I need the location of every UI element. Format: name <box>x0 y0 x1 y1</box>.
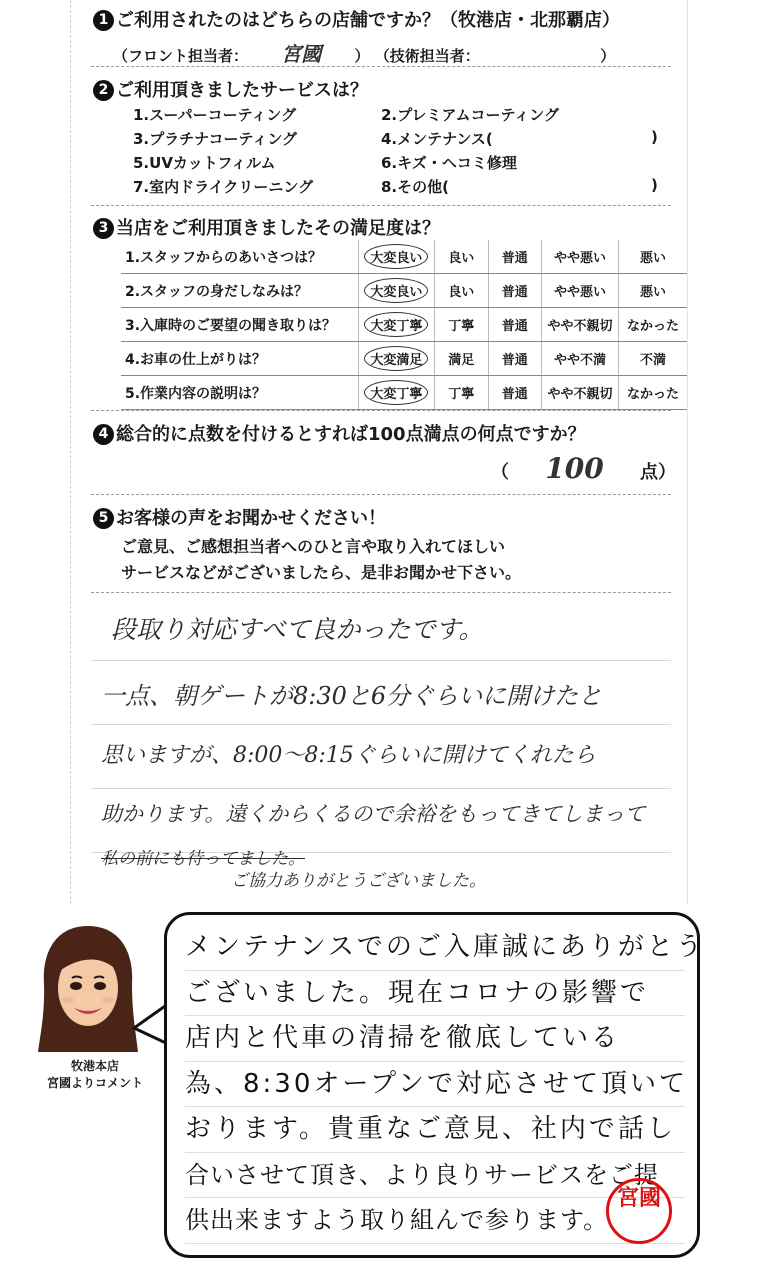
service-item: 7.室内ドライクリーニング <box>133 178 314 196</box>
rating-option: なかった <box>618 376 687 410</box>
comment-line: 助かります。遠くからくるので余裕をもってきてしまって <box>101 802 646 826</box>
rating-option: やや不親切 <box>542 376 619 410</box>
service-item: 6.キズ・ヘコミ修理 <box>381 154 517 172</box>
tech-staff-label: （技術担当者： <box>374 47 480 65</box>
rating-option: 不満 <box>618 342 687 376</box>
rating-option: 普通 <box>488 240 542 274</box>
service-close-paren: ) <box>651 128 658 146</box>
table-row <box>121 342 687 376</box>
rating-option: やや不満 <box>542 342 619 376</box>
q1-question: ご利用されたのはどちらの店舗ですか？（牧港店・北那覇店） <box>116 10 620 31</box>
staff-avatar <box>36 922 140 1054</box>
rating-option: 良い <box>434 240 488 274</box>
rating-question: 3.入庫時のご要望の聞き取りは？ <box>121 308 358 342</box>
rating-option: なかった <box>618 308 687 342</box>
q4-heading <box>93 420 586 446</box>
q3-number: 3 <box>93 218 114 239</box>
comment-line: 段取り対応すべて良かったです。 <box>111 615 484 644</box>
service-item: 3.プラチナコーティング <box>133 130 298 148</box>
stamp-text: 宮國 <box>616 1186 661 1211</box>
service-item: 1.スーパーコーティング <box>133 106 297 124</box>
rating-question: 4.お車の仕上がりは？ <box>121 342 358 376</box>
q2-number: 2 <box>93 80 114 101</box>
rating-option-selected: 大変良い <box>358 240 434 274</box>
rating-option: やや悪い <box>542 240 619 274</box>
service-item: 4.メンテナンス( <box>381 130 493 148</box>
comment-line: 思いますが、8:00〜8:15ぐらいに開けてくれたら <box>101 743 596 768</box>
rating-question: 5.作業内容の説明は？ <box>121 376 358 410</box>
staff-caption-store: 牧港本店 <box>70 1059 119 1073</box>
staff-caption <box>40 1058 150 1092</box>
q2-question: ご利用頂きましたサービスは？ <box>116 80 368 101</box>
rating-option-selected: 大変丁寧 <box>358 376 434 410</box>
q5-number: 5 <box>93 508 114 529</box>
satisfaction-table <box>121 240 687 410</box>
score-unit: 点） <box>640 462 677 483</box>
rating-option: 満足 <box>434 342 488 376</box>
reply-line: 為、8:30オープンで対応させて頂いて <box>185 1062 685 1108</box>
divider <box>91 592 671 593</box>
comment-line: ご協力ありがとうございました。 <box>231 871 486 891</box>
divider <box>91 494 671 495</box>
rating-option-selected: 大変丁寧 <box>358 308 434 342</box>
staff-caption-name: 宮國よりコメント <box>46 1076 143 1090</box>
reply-line: 合いさせて頂き、より良りサービスをご提 <box>185 1153 685 1199</box>
rating-option: 悪い <box>618 240 687 274</box>
reply-line: ございました。現在コロナの影響で <box>185 971 685 1017</box>
reply-line: 供出来ますよう取り組んで参ります。 <box>185 1198 685 1244</box>
rating-option-selected: 大変満足 <box>358 342 434 376</box>
front-staff-value: 宮國 <box>281 42 322 66</box>
rating-option: やや不親切 <box>542 308 619 342</box>
reply-line: 店内と代車の清掃を徹底している <box>185 1016 685 1062</box>
q1-heading <box>93 6 620 32</box>
service-item: 2.プレミアムコーティング <box>381 106 559 124</box>
rating-option: 良い <box>434 274 488 308</box>
comment-line: 一点、朝ゲートが8:30と6分ぐらいに開けたと <box>101 682 603 710</box>
q3-heading <box>93 214 440 240</box>
name-stamp <box>606 1178 672 1244</box>
rating-option: やや悪い <box>542 274 619 308</box>
q1-number: 1 <box>93 10 114 31</box>
table-row <box>121 376 687 410</box>
q1-front-row <box>113 38 615 67</box>
ruled-line <box>91 788 671 789</box>
rating-option: 普通 <box>488 308 542 342</box>
score-open: （ <box>491 462 509 483</box>
q5-line3: サービスなどがございましたら、是非お聞かせ下さい。 <box>121 563 522 582</box>
comment-line-struck: 私の前にも待ってました。 <box>101 849 305 869</box>
q5-question: お客様の声をお聞かせください！ <box>116 508 386 529</box>
divider <box>91 410 671 411</box>
front-staff-label: （フロント担当者： <box>113 47 249 65</box>
survey-card <box>70 0 688 904</box>
divider <box>91 205 671 206</box>
rating-question: 2.スタッフの身だしなみは？ <box>121 274 358 308</box>
ruled-line <box>91 660 671 661</box>
rating-option: 普通 <box>488 274 542 308</box>
table-row <box>121 274 687 308</box>
rating-question: 1.スタッフからのあいさつは？ <box>121 240 358 274</box>
ruled-line <box>91 724 671 725</box>
rating-option: 普通 <box>488 342 542 376</box>
q3-question: 当店をご利用頂きましたその満足度は？ <box>116 218 440 239</box>
score-value: 100 <box>545 452 604 485</box>
service-item: 5.UVカットフィルム <box>133 154 276 172</box>
rating-option: 丁寧 <box>434 376 488 410</box>
front-staff-close: ） <box>354 47 370 65</box>
rating-option: 悪い <box>618 274 687 308</box>
rating-option: 丁寧 <box>434 308 488 342</box>
divider <box>91 66 671 67</box>
q4-number: 4 <box>93 424 114 445</box>
q5-line2: ご意見、ご感想担当者へのひと言や取り入れてほしい <box>121 537 506 556</box>
rating-option: 普通 <box>488 376 542 410</box>
tech-staff-close: ） <box>600 47 616 65</box>
table-row <box>121 240 687 274</box>
q2-heading <box>93 76 368 102</box>
table-row <box>121 308 687 342</box>
q5-heading <box>93 504 386 530</box>
service-item: 8.その他( <box>381 178 449 196</box>
service-close-paren: ) <box>651 176 658 194</box>
q4-question: 総合的に点数を付けるとすれば100点満点の何点ですか？ <box>116 424 586 445</box>
reply-line: メンテナンスでのご入庫誠にありがとう <box>185 925 685 971</box>
score-row <box>491 452 676 485</box>
reply-line: おります。貴重なご意見、社内で話し <box>185 1107 685 1153</box>
rating-option-selected: 大変良い <box>358 274 434 308</box>
